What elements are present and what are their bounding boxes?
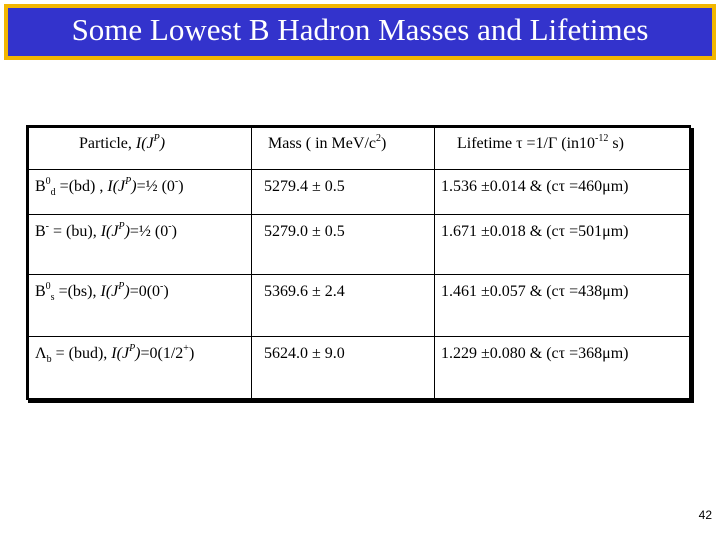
mass-cell: 5279.0 ± 0.5: [252, 215, 435, 275]
slide-title: Some Lowest B Hadron Masses and Lifetimes: [71, 11, 649, 47]
table-row: [29, 275, 690, 337]
page-number: 42: [698, 508, 712, 522]
particle-cell: B- = (bu), $I(J^P)=\frac{1}{2}$ (0-): [29, 215, 252, 275]
table-row: [29, 170, 690, 215]
hadron-table: [28, 127, 690, 403]
lifetime-cell: 1.229 ±0.080 & (cτ =368μm): [435, 337, 690, 403]
header-mass: Mass ( in MeV/$c^2$): [252, 128, 435, 170]
mass-cell: 5279.4 ± 0.5: [252, 170, 435, 215]
table-row: [29, 337, 690, 403]
mass-cell: 5369.6 ± 2.4: [252, 275, 435, 337]
particle-cell: $B^0_d =(bd)$ , $I(J^P)=\frac{1}{2}$ (0-): [29, 170, 252, 215]
lifetime-cell: 1.671 ±0.018 & (cτ =501μm): [435, 215, 690, 275]
header-particle: Particle, $I(J^P)$: [29, 128, 252, 170]
particle-cell: $\Lambda_b = (bud)$, $I(J^P)=0(1/2^+)$: [29, 337, 252, 403]
table-header-row: [29, 128, 690, 170]
header-lifetime: Lifetime τ =1/Γ ($in10^{-12}$ s): [435, 128, 690, 170]
lifetime-cell: 1.536 ±0.014 & (cτ =460μm): [435, 170, 690, 215]
lifetime-cell: 1.461 ±0.057 & (cτ =438μm): [435, 275, 690, 337]
hadron-table-frame: [26, 125, 691, 400]
slide-title-bar: [4, 4, 716, 60]
table-row: [29, 215, 690, 275]
particle-cell: $B^0_s =(bs)$, $I(J^P)=0(0^-)$: [29, 275, 252, 337]
mass-cell: 5624.0 ± 9.0: [252, 337, 435, 403]
